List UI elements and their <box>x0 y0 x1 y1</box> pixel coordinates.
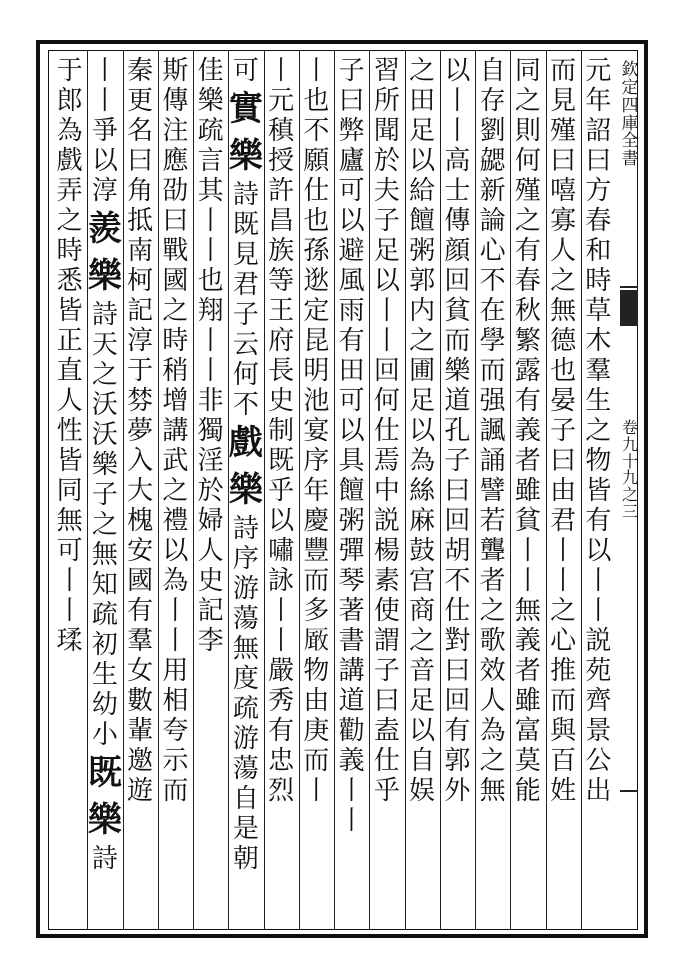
column-rule <box>369 51 370 929</box>
text-column-1: 元 年 詔 曰 方 春 和 時 草 木 羣 生 之 物 皆 有 以 丨 丨 説 苑 齊 景 公 出 <box>585 56 612 806</box>
column-rule <box>228 51 229 929</box>
column-rule <box>405 51 406 929</box>
text-column-14: 秦 更 名 曰 角 抵 南 柯 記 淳 于 棼 夢 入 大 槐 安 國 有 羣 女 數 輩 邀 遊 <box>127 56 154 806</box>
column-rule <box>334 51 335 929</box>
text-column-3: 同 之 則 何 殣 之 有 春 秋 繁 露 有 義 者 雖 貧 丨 丨 無 義 者 雖 富 莫 能 <box>514 56 541 806</box>
column-rule <box>581 51 582 929</box>
text-column-16: 于 郎 為 戲 弄 之 時 悉 皆 正 直 人 性 皆 同 無 可 丨 丨 瑈 <box>56 56 83 656</box>
column-rule <box>158 51 159 929</box>
text-column-2: 而 見 殣 曰 嘻 寡 人 之 無 德 也 晏 子 曰 由 君 丨 丨 之 心 推 而 與 百 姓 <box>550 56 577 806</box>
margin-juan-number: 卷 九 十 九 之 三 <box>621 418 638 521</box>
text-column-15: 丨 丨 爭 以 淳 羨 樂 詩 天 之 沃 沃 樂 子 之 無 知 疏 初 生 幼 小 既 樂 詩 <box>87 56 122 874</box>
margin-divider-top <box>620 286 638 288</box>
column-rule <box>510 51 511 929</box>
column-rule <box>193 51 194 929</box>
text-column-12: 佳 樂 疏 言 其 丨 丨 也 翔 丨 丨 非 獨 淫 於 婦 人 史 記 李 <box>197 56 224 656</box>
text-column-13: 斯 傳 注 應 劭 曰 戰 國 之 時 稍 增 講 武 之 禮 以 為 丨 丨 用 相 夸 示 而 <box>162 56 189 806</box>
column-rule <box>123 51 124 929</box>
text-column-6: 之 田 足 以 給 饘 粥 郭 内 之 圃 足 以 為 絲 麻 鼓 宫 商 之 音 足 以 自 娱 <box>409 56 436 806</box>
column-rule <box>475 51 476 929</box>
column-rule <box>299 51 300 929</box>
column-rule <box>264 51 265 929</box>
margin-book-title: 欽 定 四 庫 全 書 <box>621 60 639 170</box>
margin-divider-bottom <box>620 790 638 792</box>
fishtail-mark <box>620 290 638 326</box>
column-rule <box>440 51 441 929</box>
text-column-7: 習 所 聞 於 夫 子 足 以 丨 丨 回 何 仕 焉 中 説 楊 素 使 謂 子 曰 盍 仕 乎 <box>373 56 400 806</box>
text-column-9: 丨 也 不 願 仕 也 孫 逖 定 昆 明 池 宴 序 年 慶 豐 而 多 𠪚 物 由 庚 而 丨 <box>303 56 330 806</box>
column-rule <box>546 51 547 929</box>
text-column-5: 以 丨 丨 高 士 傳 顔 回 貧 而 樂 道 孔 子 曰 回 胡 不 仕 對 曰 回 有 郭 外 <box>444 56 471 806</box>
column-rule <box>87 51 88 929</box>
text-column-4: 自 存 劉 勰 新 論 心 不 在 學 而 强 諷 誦 譬 若 聾 者 之 歌 效 人 為 之 無 <box>479 56 506 806</box>
text-column-8: 子 曰 弊 廬 可 以 避 風 雨 有 田 可 以 具 饘 粥 彈 琴 著 書 講 道 勸 義 丨 丨 <box>338 56 365 836</box>
text-column-10: 丨 元 稹 授 許 昌 族 等 王 府 長 史 制 既 乎 以 嘯 詠 丨 丨 嚴 秀 有 忠 烈 <box>268 56 295 806</box>
text-column-11: 可 實 樂 詩 既 見 君 子 云 何 不 戲 樂 詩 序 游 蕩 無 度 疏 游 蕩 自 是 朝 <box>228 56 263 874</box>
